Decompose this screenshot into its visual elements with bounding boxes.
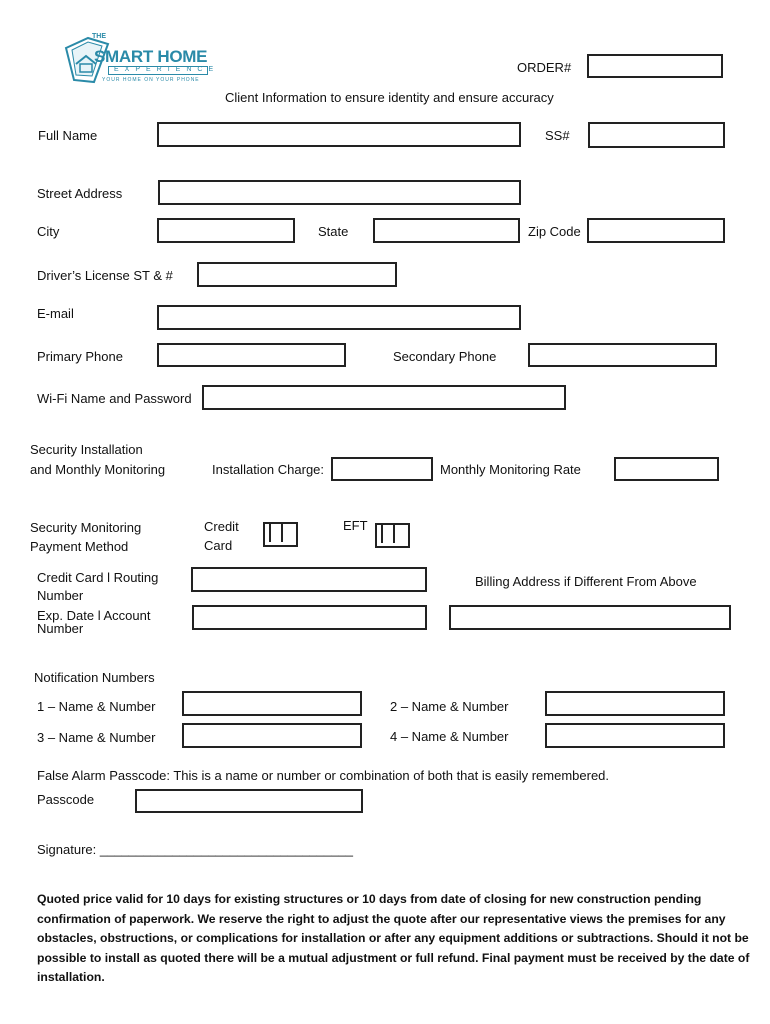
state-field[interactable] [373, 218, 520, 243]
notification-4-label: 4 – Name & Number [390, 729, 509, 744]
form-subtitle: Client Information to ensure identity and ensure accuracy [225, 90, 554, 105]
monthly-rate-label: Monthly Monitoring Rate [440, 462, 581, 477]
passcode-description: False Alarm Passcode: This is a name or number or combination of both that is easily remembered. [37, 768, 610, 783]
exp-account-label-1: Exp. Date l Account [37, 608, 151, 623]
notification-3-label: 3 – Name & Number [37, 730, 156, 745]
full-name-field[interactable] [157, 122, 521, 147]
logo-sub-text: EXPERIENCE [114, 66, 220, 73]
cc-routing-label-2: Number [37, 588, 84, 603]
company-logo [62, 30, 220, 86]
exp-account-field[interactable] [192, 605, 427, 630]
notification-1-label: 1 – Name & Number [37, 699, 156, 714]
cc-routing-field[interactable] [191, 567, 427, 592]
wifi-label: Wi-Fi Name and Password [37, 391, 192, 406]
security-install-title-1: Security Installation [30, 442, 143, 457]
notification-title: Notification Numbers [34, 670, 155, 685]
exp-account-label-2: Number [37, 621, 84, 636]
monthly-rate-field[interactable] [614, 457, 719, 481]
full-name-label: Full Name [38, 128, 98, 143]
terms-paragraph: Quoted price valid for 10 days for existing structures or 10 days from date of closing for new construction pending confirmation of paperwork. We reserve the right to adjust the quote after our representative views the premises for any obstacles, obstructions, or complications for installation or after any equipment additions or subtractions. Should it not be possible to install as quoted there will be a mutual adjustment or full refund. Final payment must be received by the date of installation. [37, 892, 750, 984]
zip-code-field[interactable] [587, 218, 725, 243]
cc-routing-label-1: Credit Card l Routing [37, 570, 159, 585]
logo-main-text: SMART HOME [94, 47, 208, 66]
credit-card-checkbox[interactable] [263, 522, 298, 547]
street-address-field[interactable] [158, 180, 521, 205]
payment-title-2: Payment Method [30, 539, 129, 554]
notification-3-field[interactable] [182, 723, 362, 748]
notification-4-field[interactable] [545, 723, 725, 748]
secondary-phone-field[interactable] [528, 343, 717, 367]
wifi-field[interactable] [202, 385, 566, 410]
secondary-phone-label: Secondary Phone [393, 349, 497, 364]
eft-label: EFT [343, 518, 368, 533]
security-install-title-2: and Monthly Monitoring [30, 462, 166, 477]
passcode-field[interactable] [135, 789, 363, 813]
ss-label: SS# [545, 128, 570, 143]
email-field[interactable] [157, 305, 521, 330]
installation-charge-label: Installation Charge: [212, 462, 325, 477]
notification-2-label: 2 – Name & Number [390, 699, 509, 714]
order-number-field[interactable] [587, 54, 723, 78]
billing-address-field[interactable] [449, 605, 731, 630]
drivers-license-label: Driver’s License ST & # [37, 268, 173, 283]
notification-2-field[interactable] [545, 691, 725, 716]
zip-code-label: Zip Code [528, 224, 581, 239]
drivers-license-field[interactable] [197, 262, 397, 287]
payment-title-1: Security Monitoring [30, 520, 142, 535]
installation-charge-field[interactable] [331, 457, 433, 481]
logo-tagline: YOUR HOME ON YOUR PHONE [102, 77, 200, 83]
state-label: State [318, 224, 349, 239]
logo-top-text: THE [92, 33, 106, 40]
credit-card-label-1: Credit [204, 519, 239, 534]
eft-checkbox[interactable] [375, 523, 410, 548]
city-label: City [37, 224, 60, 239]
city-field[interactable] [157, 218, 295, 243]
notification-1-field[interactable] [182, 691, 362, 716]
primary-phone-field[interactable] [157, 343, 346, 367]
credit-card-label-2: Card [204, 538, 233, 553]
street-address-label: Street Address [37, 186, 123, 201]
primary-phone-label: Primary Phone [37, 349, 123, 364]
billing-address-label: Billing Address if Different From Above [475, 574, 697, 589]
ss-field[interactable] [588, 122, 725, 148]
signature-line[interactable]: Signature: ___________________________________ [37, 842, 353, 857]
order-label: ORDER# [517, 60, 572, 75]
email-label: E-mail [37, 306, 74, 321]
passcode-label: Passcode [37, 792, 95, 807]
